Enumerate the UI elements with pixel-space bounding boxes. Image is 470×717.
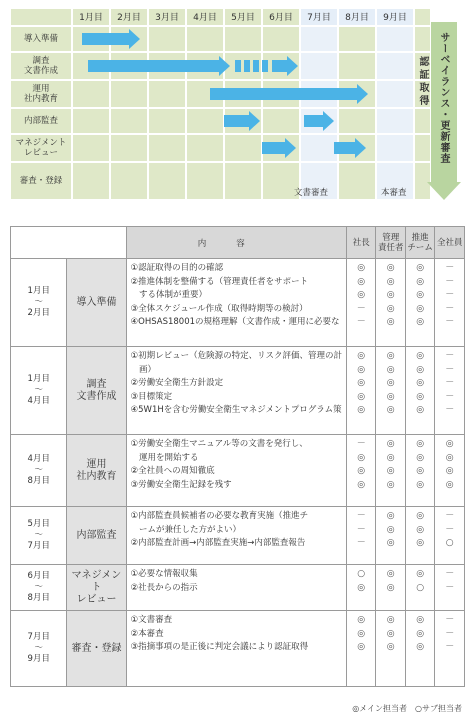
main-review-label: 本審査	[381, 188, 407, 198]
arrow-shaft	[304, 115, 324, 127]
role-mark: －	[356, 317, 366, 327]
month-header: 4月目	[186, 8, 224, 26]
period-line: 8月目	[27, 476, 50, 486]
role-mark: ◎	[416, 615, 425, 625]
arrow-shaft	[210, 88, 358, 100]
phase-line: 運用	[86, 458, 107, 470]
role-mark: ◎	[416, 466, 425, 476]
gantt-cell	[376, 52, 414, 80]
role-mark: ◎	[416, 642, 425, 652]
role-mark: ◎	[416, 452, 425, 463]
phase-line: 審査・登録	[71, 642, 122, 654]
period-line: 9月目	[27, 654, 50, 664]
role-mark: ◎	[416, 263, 425, 273]
gantt-corner	[10, 8, 72, 26]
gantt-cell	[110, 162, 148, 200]
gantt-cell	[72, 162, 110, 200]
gantt-cell	[376, 26, 414, 52]
content-cell	[126, 565, 346, 611]
role-mark: ◎	[386, 569, 395, 579]
arrow-shaft	[262, 142, 286, 154]
role-mark: ◎	[416, 628, 425, 639]
period-cell	[11, 259, 67, 347]
content-item: ームが兼任した方がよい）	[130, 524, 242, 535]
gantt-cell	[262, 108, 300, 134]
period-cell	[11, 435, 67, 507]
role-mark: ◎	[416, 276, 425, 287]
role-header	[405, 227, 434, 259]
role-mark: －	[445, 524, 455, 535]
survey-dash	[244, 60, 250, 72]
operation-arrow	[210, 88, 368, 100]
role-mark-cell	[435, 565, 465, 611]
period-line: 6月目	[27, 571, 50, 581]
content-item: ①初期レビュー（危険源の特定、リスク評価、管理の計	[130, 351, 342, 361]
task-table	[10, 226, 465, 687]
role-mark: ○	[357, 569, 366, 579]
table-row	[11, 435, 465, 507]
review-arrow-2	[334, 142, 366, 154]
gantt-cell	[72, 80, 110, 108]
role-mark: －	[445, 615, 455, 625]
gantt-cell	[186, 26, 224, 52]
gantt-cell	[338, 108, 376, 134]
arrow-head	[285, 138, 296, 158]
gantt-cell	[224, 26, 262, 52]
content-item: ②推進体制を整備する（管理責任者をサポート	[130, 276, 309, 287]
content-item: ③全体スケジュール作成（取得時期等の検討）	[130, 303, 308, 314]
role-mark: －	[445, 351, 455, 361]
header-blank	[11, 227, 127, 259]
table-header-row	[11, 227, 465, 259]
review-arrow	[262, 142, 296, 154]
arrow-head	[287, 56, 298, 76]
phase-cell	[67, 347, 126, 435]
role-mark: ◎	[416, 538, 425, 548]
phase-line: レビュー	[76, 593, 117, 605]
content-item: ①認証取得の目的の確認	[130, 263, 224, 273]
role-mark: ◎	[386, 479, 395, 490]
role-mark: －	[445, 364, 455, 375]
gantt-cell	[376, 108, 414, 134]
role-header-line: 社長	[352, 237, 370, 248]
role-mark: ◎	[386, 466, 395, 476]
role-mark: ◎	[416, 391, 425, 402]
role-mark: ◎	[386, 452, 395, 463]
role-mark-cell	[346, 435, 376, 507]
content-item: ②社長からの指示	[130, 582, 198, 593]
period-line: 2月目	[27, 308, 50, 318]
role-mark: ◎	[357, 364, 366, 375]
month-header: 5月目	[224, 8, 262, 26]
phase-line: マネジメント	[71, 569, 122, 593]
table-row	[11, 259, 465, 347]
gantt-cell	[148, 80, 186, 108]
role-mark-cell	[435, 435, 465, 507]
period-line: ～	[34, 530, 43, 540]
gantt-cell	[376, 134, 414, 162]
gantt-cell	[300, 134, 338, 162]
role-mark: ◎	[416, 405, 425, 415]
role-mark: ◎	[386, 524, 395, 535]
role-mark: ◎	[357, 276, 366, 287]
content-item: ③目標策定	[130, 391, 173, 402]
role-mark: －	[356, 511, 366, 521]
gantt-cell	[300, 52, 338, 80]
role-mark: ◎	[386, 378, 395, 388]
role-mark: －	[445, 628, 455, 639]
period-line: 4月目	[27, 454, 50, 464]
role-mark: －	[356, 538, 366, 548]
content-item: ①内部監査員候補者の必要な教育実施（推進チ	[130, 511, 309, 521]
month-header: 6月目	[262, 8, 300, 26]
survey-dash	[262, 60, 268, 72]
survey-arrow-end	[272, 60, 298, 72]
role-mark: ◎	[357, 405, 366, 415]
role-mark: ◎	[386, 439, 395, 449]
gantt-cell	[148, 26, 186, 52]
role-mark-cell	[376, 259, 405, 347]
role-mark: －	[356, 439, 366, 449]
role-mark-cell	[346, 347, 376, 435]
gantt-cell	[338, 162, 376, 200]
arrow-head	[249, 111, 260, 131]
role-mark: －	[445, 290, 455, 300]
role-mark-cell	[405, 347, 434, 435]
content-item: ②本審査	[130, 628, 164, 639]
gantt-row-label: 調査 文書作成	[10, 52, 72, 80]
role-mark: ◎	[386, 538, 395, 548]
arrow-shaft	[224, 115, 250, 127]
content-cell	[126, 435, 346, 507]
gantt-row-label: 内部監査	[10, 108, 72, 134]
cert-header	[414, 8, 431, 26]
role-mark-cell	[346, 259, 376, 347]
content-item: ②労働安全衛生方針設定	[130, 378, 224, 388]
gantt-cell	[262, 26, 300, 52]
role-mark-cell	[376, 565, 405, 611]
role-mark: ◎	[416, 317, 425, 327]
period-line: ～	[34, 297, 43, 307]
role-header-line: 管理	[382, 232, 400, 243]
role-mark-cell	[435, 611, 465, 687]
period-line: 8月目	[27, 593, 50, 603]
role-header	[435, 227, 465, 259]
role-mark: ◎	[386, 364, 395, 375]
role-mark: ◎	[445, 439, 454, 449]
schedule-gantt	[10, 8, 465, 208]
role-mark: ◎	[386, 391, 395, 402]
gantt-cell	[110, 134, 148, 162]
role-mark: ◎	[357, 628, 366, 639]
cert-label: 認証取得	[417, 56, 428, 108]
role-mark: －	[445, 511, 455, 521]
role-mark: ◎	[416, 479, 425, 490]
role-mark: ○	[445, 538, 454, 548]
role-mark: ◎	[416, 303, 425, 314]
arrow-shaft	[88, 60, 220, 72]
gantt-cell	[148, 162, 186, 200]
role-mark-cell	[435, 347, 465, 435]
gantt-cell	[148, 134, 186, 162]
survey-dash	[235, 60, 241, 72]
doc-review-label: 文書審査	[294, 188, 329, 198]
phase-cell	[67, 507, 126, 565]
role-mark: －	[445, 391, 455, 402]
role-mark: ◎	[416, 439, 425, 449]
role-mark: ◎	[386, 290, 395, 300]
role-header-line: 全社員	[436, 237, 463, 248]
gantt-cell	[338, 26, 376, 52]
role-mark: ◎	[357, 378, 366, 388]
phase-cell	[67, 611, 126, 687]
role-mark-cell	[405, 565, 434, 611]
role-mark: ◎	[357, 351, 366, 361]
role-mark: ◎	[416, 351, 425, 361]
table-row	[11, 507, 465, 565]
phase-cell	[67, 565, 126, 611]
role-mark: ◎	[357, 466, 366, 476]
table-row	[11, 565, 465, 611]
period-line: 5月目	[27, 519, 50, 529]
gantt-cell	[186, 134, 224, 162]
role-mark: ◎	[386, 303, 395, 314]
role-mark: ◎	[386, 263, 395, 273]
role-mark: ◎	[357, 582, 366, 593]
role-mark: ◎	[357, 615, 366, 625]
content-cell	[126, 507, 346, 565]
arrow-head	[357, 84, 368, 104]
role-mark: ◎	[386, 317, 395, 327]
arrow-head	[129, 29, 140, 49]
role-mark: －	[445, 317, 455, 327]
month-header: 3月目	[148, 8, 186, 26]
gantt-row-label: 審査・登録	[10, 162, 72, 200]
content-item: ①文書審査	[130, 615, 173, 625]
role-mark-cell	[405, 435, 434, 507]
phase-line: 導入準備	[76, 296, 117, 308]
gantt-cell	[376, 80, 414, 108]
role-mark-cell	[405, 259, 434, 347]
period-line: ～	[34, 582, 43, 592]
audit-arrow	[224, 115, 260, 127]
gantt-cell	[224, 162, 262, 200]
role-mark-cell	[376, 611, 405, 687]
legend: ◎メイン担当者 ○サブ担当者	[352, 704, 462, 713]
cert-cell	[414, 108, 431, 134]
role-header	[376, 227, 405, 259]
role-mark: ◎	[416, 524, 425, 535]
content-item: ②内部監査計画→内部監査実施→内部監査報告	[130, 538, 306, 548]
role-mark-cell	[346, 611, 376, 687]
role-mark: ◎	[386, 642, 395, 652]
role-mark: ◎	[386, 351, 395, 361]
role-header-line: チーム	[407, 242, 433, 253]
role-mark: －	[356, 303, 366, 314]
period-line: ～	[34, 643, 43, 653]
arrow-shaft	[334, 142, 356, 154]
gantt-cell	[110, 108, 148, 134]
role-mark: －	[445, 263, 455, 273]
role-mark-cell	[435, 259, 465, 347]
role-mark: ◎	[445, 479, 454, 490]
role-mark: ◎	[357, 452, 366, 463]
content-header: 内容	[126, 227, 346, 259]
period-line: 1月目	[27, 286, 50, 296]
role-mark-cell	[405, 611, 434, 687]
role-mark-cell	[376, 507, 405, 565]
period-line: ～	[34, 465, 43, 475]
content-cell	[126, 347, 346, 435]
arrow-head	[355, 138, 366, 158]
role-mark-cell	[405, 507, 434, 565]
period-line: 7月目	[27, 541, 50, 551]
surveillance-arrow	[431, 22, 465, 200]
month-header: 2月目	[110, 8, 148, 26]
content-item: する体制が重要）	[130, 290, 208, 300]
gantt-cell	[72, 108, 110, 134]
gantt-row-label: 導入準備	[10, 26, 72, 52]
content-cell	[126, 611, 346, 687]
surveillance-label: サーベイランス・更新審査	[438, 32, 449, 164]
cert-cell	[414, 134, 431, 162]
role-mark: －	[445, 569, 455, 579]
month-header: 9月目	[376, 8, 414, 26]
period-line: 1月目	[27, 374, 50, 384]
gantt-cell	[110, 80, 148, 108]
role-mark: －	[445, 582, 455, 593]
phase-line: 調査	[86, 378, 107, 390]
role-header-line: 責任者	[377, 242, 404, 253]
role-mark: ◎	[416, 569, 425, 579]
role-mark: ◎	[386, 582, 395, 593]
role-mark: ◎	[357, 642, 366, 652]
content-item: ④5W1Hを含む労働安全衛生マネジメントプログラム策	[130, 405, 342, 415]
month-header: 7月目	[300, 8, 338, 26]
surveillance-arrow-tip	[427, 182, 461, 200]
arrow-head	[219, 56, 230, 76]
arrow-head	[323, 111, 334, 131]
role-mark: －	[445, 378, 455, 388]
content-item: 運用を開始する	[130, 452, 199, 463]
role-mark: ○	[416, 582, 425, 593]
role-mark: －	[445, 276, 455, 287]
role-mark: ◎	[445, 466, 454, 476]
month-header: 1月目	[72, 8, 110, 26]
gantt-cell	[72, 134, 110, 162]
period-cell	[11, 507, 67, 565]
period-line: 7月目	[27, 632, 50, 642]
role-mark-cell	[346, 507, 376, 565]
role-header	[346, 227, 376, 259]
role-mark: ◎	[357, 290, 366, 300]
role-mark-cell	[376, 347, 405, 435]
role-mark: ◎	[416, 511, 425, 521]
role-mark: －	[445, 405, 455, 415]
phase-cell	[67, 435, 126, 507]
period-cell	[11, 611, 67, 687]
content-cell	[126, 259, 346, 347]
phase-cell	[67, 259, 126, 347]
table-row	[11, 347, 465, 435]
role-mark: －	[445, 642, 455, 652]
period-cell	[11, 347, 67, 435]
role-mark: ◎	[386, 628, 395, 639]
gantt-cell	[148, 108, 186, 134]
role-mark: ◎	[386, 405, 395, 415]
period-line: 4月目	[27, 396, 50, 406]
role-mark: ◎	[416, 364, 425, 375]
phase-line: 内部監査	[76, 529, 117, 541]
period-cell	[11, 565, 67, 611]
gantt-cell	[186, 108, 224, 134]
month-header: 8月目	[338, 8, 376, 26]
role-mark: ◎	[416, 378, 425, 388]
gantt-cell	[224, 134, 262, 162]
content-item: ②全社員への周知徹底	[130, 466, 215, 476]
role-mark: ◎	[416, 290, 425, 300]
role-mark-cell	[435, 507, 465, 565]
content-item: ④OHSAS18001の規格理解（文書作成・運用に必要な	[130, 317, 340, 327]
role-mark: ◎	[386, 511, 395, 521]
role-mark: －	[445, 303, 455, 314]
content-item: ①必要な情報収集	[130, 569, 198, 579]
content-item: ③指摘事項の是正後に判定会議により認証取得	[130, 642, 309, 652]
arrow-shaft	[82, 33, 130, 45]
table-row	[11, 611, 465, 687]
phase-line: 文書作成	[76, 390, 117, 402]
prep-arrow	[82, 33, 140, 45]
period-line: ～	[34, 385, 43, 395]
role-mark: ◎	[386, 615, 395, 625]
role-header-line: 推進	[411, 232, 429, 243]
gantt-cell	[186, 162, 224, 200]
role-mark: ◎	[357, 263, 366, 273]
cert-cell	[414, 26, 431, 52]
arrow-shaft	[272, 60, 288, 72]
role-mark: ◎	[386, 276, 395, 287]
role-mark: ◎	[445, 452, 454, 463]
role-mark: ◎	[357, 391, 366, 402]
content-item: ①労働安全衛生マニュアル等の文書を発行し、	[130, 439, 308, 449]
role-mark: －	[356, 524, 366, 535]
survey-dash	[253, 60, 259, 72]
content-item: ③労働安全衛生記録を残す	[130, 479, 232, 490]
survey-arrow	[88, 60, 230, 72]
role-mark-cell	[376, 435, 405, 507]
content-item: 画）	[130, 364, 157, 375]
gantt-row-label: 運用 社内教育	[10, 80, 72, 108]
gantt-cell	[300, 26, 338, 52]
gantt-cell	[338, 52, 376, 80]
role-mark-cell	[346, 565, 376, 611]
audit-arrow-2	[304, 115, 334, 127]
phase-line: 社内教育	[76, 470, 117, 482]
gantt-row-label: マネジメント レビュー	[10, 134, 72, 162]
role-mark: ◎	[357, 479, 366, 490]
